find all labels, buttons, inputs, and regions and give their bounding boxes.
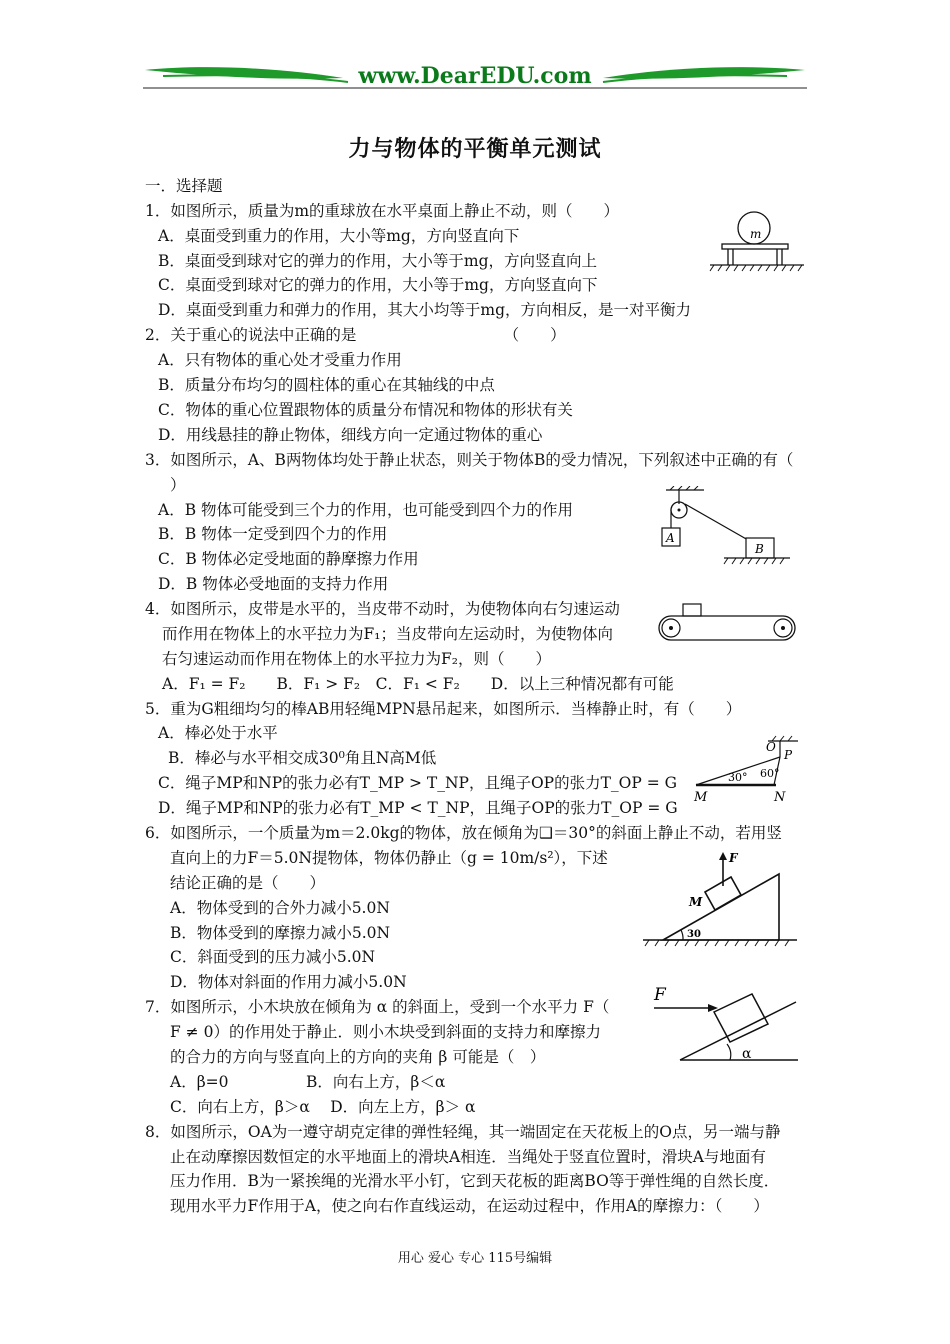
figure-conveyor-belt [655,600,803,650]
q6-stem-cont-1: 直向上的力F＝5.0N提物体，物体仍静止（g = 10m/s²），下述 [170,849,608,867]
figure-incline-vertical-force [643,844,799,952]
wooden-block [714,994,768,1042]
q2-option-c: C．物体的重心位置跟物体的质量分布情况和物体的形状有关 [158,401,573,419]
belt-block [683,604,701,616]
figure-ball-on-table [708,208,808,276]
header-site-text: www.DearEDU.com [358,63,592,89]
q1-option-b: B．桌面受到球对它的弹力的作用，大小等于mg，方向竖直向上 [158,252,598,270]
q2-option-d: D．用线悬挂的静止物体，细线方向一定通过物体的重心 [158,426,543,444]
q3-option-d: D．B 物体必受地面的支持力作用 [158,575,389,593]
q8-stem: 8．如图所示，OA为一遵守胡克定律的弹性轻绳，其一端固定在天花板上的O点，另一端与静 [145,1123,781,1141]
page-title: 力与物体的平衡单元测试 [348,136,602,162]
force-label: F [654,985,666,1005]
q6-option-d: D．物体对斜面的作用力减小5.0N [170,973,407,991]
q5-option-d: D．绳子MP和NP的张力必有T_MP < T_NP，且绳子OP的张力T_OP = G [158,799,678,817]
q7-options-ab: A．β=0 B．向右上方，β＜α [170,1073,446,1091]
block-b-label: B [755,542,764,556]
force-label: F [729,851,738,865]
q3-option-a: A．B 物体可能受到三个力的作用，也可能受到四个力的作用 [158,501,574,519]
q6-option-c: C．斜面受到的压力减小5.0N [170,948,376,966]
q1-option-d: D．桌面受到重力和弹力的作用，其大小均等于mg，方向相反，是一对平衡力 [158,301,692,319]
q5-option-c: C．绳子MP和NP的张力必有T_MP > T_NP，且绳子OP的张力T_OP = G [158,774,678,792]
q4-stem: 4．如图所示，皮带是水平的，当皮带不动时，为使物体向右匀速运动 [145,600,620,618]
q8-stem-cont-2: 压力作用．B为一紧挨绳的光滑水平小钉，它到天花板的距离BO等于弹性绳的自然长度． [170,1172,780,1190]
angle-alpha-label: α [742,1046,752,1062]
angle-label: 30 [687,929,701,940]
point-o-label: O [766,740,776,754]
page-footer: 用心 爱心 专心 115号编辑 [397,1251,553,1266]
header-leaf-right [603,67,805,79]
q6-option-a: A．物体受到的合外力减小5.0N [170,899,390,917]
q3-option-c: C．B 物体必定受地面的静摩擦力作用 [158,550,419,568]
q7-stem: 7．如图所示，小木块放在倾角为 α 的斜面上，受到一个水平力 F（ [145,998,610,1016]
q6-option-b: B．物体受到的摩擦力减小5.0N [170,924,391,942]
q1-stem: 1．如图所示，质量为m的重球放在水平桌面上静止不动，则（ ） [145,202,620,220]
q7-options-cd: C．向右上方，β＞α D．向左上方，β＞ α [170,1098,476,1116]
block-label: M [689,895,703,909]
point-m-label: M [694,790,708,805]
site-header-banner [143,58,807,98]
angle-30-label: 30° [728,771,748,784]
figure-pulley-ab [652,486,792,580]
q2-stem: 2．关于重心的说法中正确的是 （ ） [145,326,566,344]
q5-option-b: B．棒必与水平相交成30⁰角且N高M低 [168,749,437,767]
q4-options: A．F₁ = F₂ B．F₁ > F₂ C．F₁ < F₂ D．以上三种情况都有可能 [162,675,674,693]
q8-stem-cont-3: 现用水平力F作用于A，使之向右作直线运动，在运动过程中，作用A的摩擦力：（ ） [170,1197,769,1215]
q1-option-a: A．桌面受到重力的作用，大小等mg，方向竖直向下 [158,227,520,245]
rope-to-b [685,504,748,540]
q4-stem-cont-1: 而作用在物体上的水平拉力为F₁；当皮带向左运动时，为使物体向 [162,625,613,643]
table-top [722,244,788,249]
block-a-label: A [666,531,675,545]
point-p-label: P [784,748,793,762]
q2-option-b: B．质量分布均匀的圆柱体的重心在其轴线的中点 [158,376,495,394]
q3-stem-cont: ） [170,476,186,494]
q5-stem: 5．重为G粗细均匀的棒AB用轻绳MPN悬吊起来，如图所示．当棒静止时，有（ ） [145,700,742,718]
q6-stem: 6．如图所示，一个质量为m＝2.0kg的物体，放在倾角为❑＝30°的斜面上静止不动，若用竖 [145,824,782,842]
figure-incline-horizontal-force [648,982,800,1072]
q6-stem-cont-2: 结论正确的是（ ） [170,874,326,892]
q2-option-a: A．只有物体的重心处才受重力作用 [158,351,402,369]
q7-stem-cont-2: 的合力的方向与竖直向上的方向的夹角 β 可能是（ ） [170,1048,546,1066]
section-heading: 一．选择题 [145,177,223,195]
q5-option-a: A．棒必处于水平 [158,724,278,742]
q3-option-b: B．B 物体一定受到四个力的作用 [158,525,388,543]
q1-option-c: C．桌面受到球对它的弹力的作用，大小等于mg，方向竖直向下 [158,276,598,294]
q7-stem-cont-1: F ≠ 0）的作用处于静止．则小木块受到斜面的支持力和摩擦力 [170,1023,601,1041]
ball-label: m [750,227,762,241]
q4-stem-cont-2: 右匀速运动而作用在物体上的水平拉力为F₂，则（ ） [162,650,551,668]
point-n-label: N [774,790,786,805]
q8-stem-cont-1: 止在动摩擦因数恒定的水平地面上的滑块A相连．当绳处于竖直位置时，滑块A与地面有 [170,1148,766,1166]
angle-60-label: 60° [760,767,780,780]
q3-stem: 3．如图所示，A、B两物体均处于静止状态，则关于物体B的受力情况，下列叙述中正确的有（ [145,451,794,469]
header-leaf-left [145,67,343,79]
figure-hanging-rod [690,735,802,811]
